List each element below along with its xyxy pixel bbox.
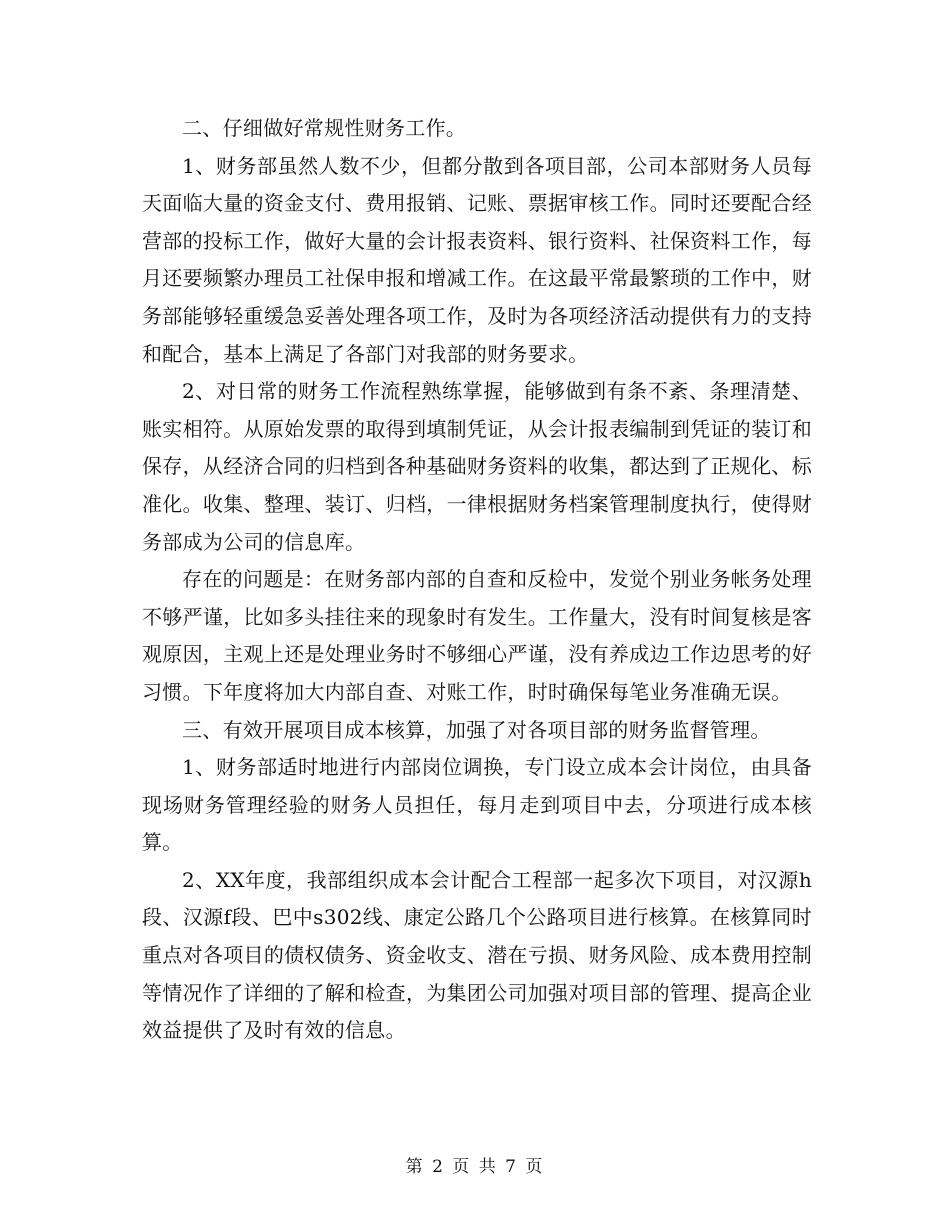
body-paragraph: 存在的问题是：在财务部内部的自查和反检中，发觉个别业务帐务处理不够严谨，比如多头挂往来的现象时有发生。工作量大，没有时间复核是客观原因，主观上还是处理业务时不够细心严谨，没有养成边工作边思考的好习惯。下年度将加大内部自查、对账工作，时时确保每笔业务准确无误。 [142,567,812,704]
body-paragraph: 1、财务部虽然人数不少，但都分散到各项目部，公司本部财务人员每天面临大量的资金支付、费用报销、记账、票据审核工作。同时还要配合经营部的投标工作，做好大量的会计报表资料、银行资料、社保资料工作，每月还要频繁办理员工社保申报和增减工作。在这最平常最繁琐的工作中，财务部能够轻重缓急妥善处理各项工作，及时为各项经济活动提供有力的支持和配合，基本上满足了各部门对我部的财务要求。 [142,153,812,366]
body-paragraph: 2、XX年度，我部组织成本会计配合工程部一起多次下项目，对汉源h段、汉源f段、巴中s302线、康定公路几个公路项目进行核算。在核算同时重点对各项目的债权债务、资金收支、潜在亏损、财务风险、成本费用控制等情况作了详细的了解和检查，为集团公司加强对项目部的管理、提高企业效益提供了及时有效的信息。 [142,867,812,1043]
section-heading: 二、仔细做好常规性财务工作。 [182,116,467,140]
document-body [142,110,812,1050]
body-paragraph: 1、财务部适时地进行内部岗位调换，专门设立成本会计岗位，由具备现场财务管理经验的财务人员担任，每月走到项目中去，分项进行成本核算。 [142,755,812,855]
section-heading: 三、有效开展项目成本核算，加强了对各项目部的财务监督管理。 [182,717,771,742]
body-paragraph: 2、对日常的财务工作流程熟练掌握，能够做到有条不紊、条理清楚、账实相符。从原始发票的取得到填制凭证，从会计报表编制到凭证的装订和保存，从经济合同的归档到各种基础财务资料的收集，都达到了正规化、标准化。收集、整理、装订、归档，一律根据财务档案管理制度执行，使得财务部成为公司的信息库。 [142,379,812,554]
page-number-footer: 第 2 页 共 7 页 [405,1157,545,1177]
